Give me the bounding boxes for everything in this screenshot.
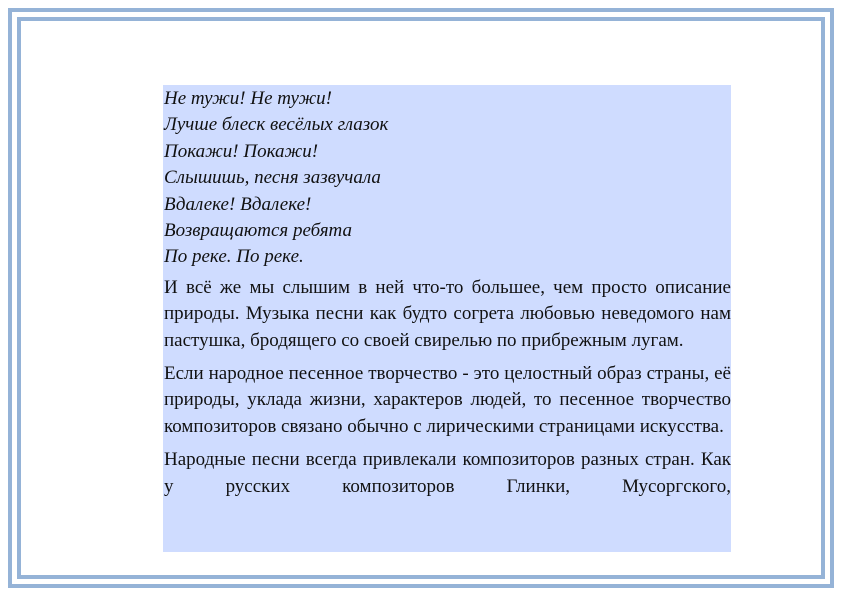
poem-line: Не тужи! Не тужи! [164, 88, 332, 109]
poem-line: Вдалеке! Вдалеке! [164, 193, 312, 215]
poem-line: Слышишь, песня зазвучала [164, 167, 381, 189]
poem-line: Лучше блеск весёлых глазок [164, 114, 389, 136]
paragraph-music-description: И всё же мы слышим в ней что-то большее, чем просто описание природы. Музыка песни как будто согрета любовью неведомого нам пастушка, бродящего со своей свирелью по прибрежным лугам. [164, 276, 731, 351]
text-content-box [163, 85, 731, 552]
paragraph-folk-vs-composer: Если народное песенное творчество - это целостный образ страны, её природы, уклада жизни, характеров людей, то песенное творчество композиторов связано обычно с лирическими страницами искусства. [164, 363, 731, 437]
poem-verse [163, 85, 731, 271]
poem-line: Покажи! Покажи! [164, 140, 319, 162]
paragraph-composers: Народные песни всегда привлекали композиторов разных стран. Как у русских композиторов Глинки, Мусоргского, [164, 449, 731, 497]
poem-line: По реке. По реке. [164, 246, 304, 268]
poem-line: Возвращаются ребята [164, 220, 353, 242]
